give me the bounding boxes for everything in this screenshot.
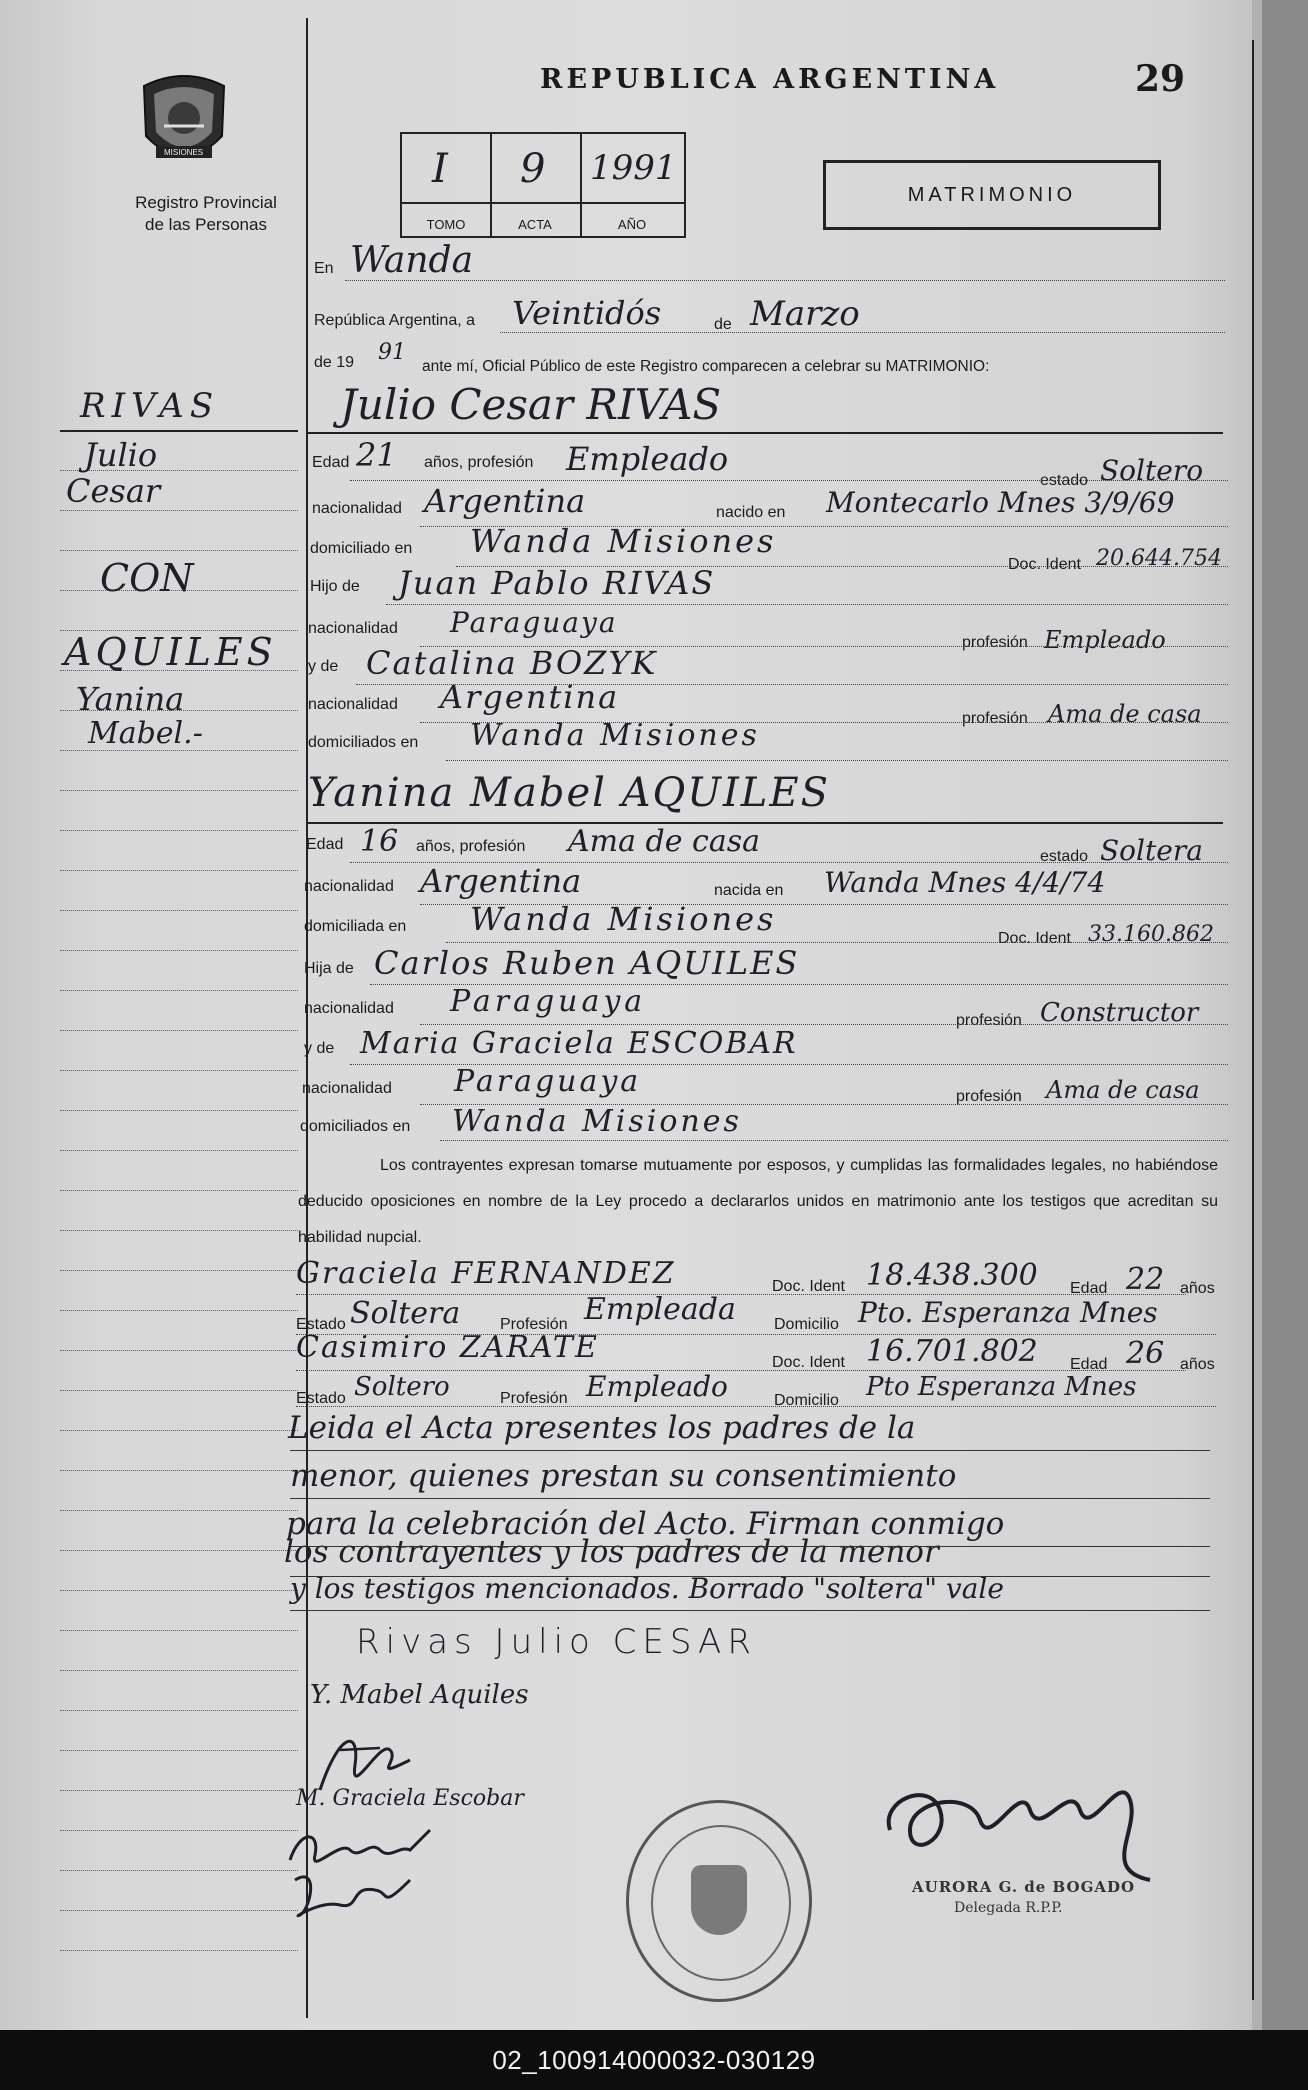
margin-middle-name: Cesar <box>66 472 161 510</box>
witness-2-name: Casimiro ZARATE <box>296 1330 599 1365</box>
bride-parents-dom: Wanda Misiones <box>452 1104 742 1139</box>
witness-2-dom: Pto Esperanza Mnes <box>866 1372 1137 1402</box>
bride-profesion-label: años, profesión <box>416 838 526 855</box>
groom-name-rule <box>308 432 1223 434</box>
registration-box <box>400 132 686 238</box>
groom-dom-label: domiciliado en <box>310 540 413 557</box>
witness-2-edad-label: Edad <box>1070 1356 1108 1373</box>
groom-profesion: Empleado <box>566 440 729 478</box>
groom-father-prof-label: profesión <box>962 634 1028 651</box>
groom-father-nac: Paraguaya <box>450 606 618 639</box>
year-value: 91 <box>378 340 406 365</box>
witness-1-edad: 22 <box>1126 1262 1165 1297</box>
groom-father-prof: Empleado <box>1044 626 1166 654</box>
republica-label: República Argentina, a <box>314 312 475 329</box>
note-line-5: y los testigos mencionados. Borrado "soltera" vale <box>290 1572 1004 1605</box>
place-value: Wanda <box>350 240 474 281</box>
bride-profesion: Ama de casa <box>568 824 760 859</box>
witness-1-estado-label: Estado <box>296 1316 346 1333</box>
bride-estado: Soltera <box>1100 834 1203 867</box>
margin-bride-first: Yanina <box>76 680 185 718</box>
witness-1-dom-label: Domicilio <box>774 1316 839 1333</box>
groom-profesion-label: años, profesión <box>424 454 534 471</box>
acta-caption: ACTA <box>518 217 552 232</box>
bride-parents-dom-label: domiciliados en <box>300 1118 411 1135</box>
day-value: Veintidós <box>512 294 662 332</box>
groom-mother-prof: Ama de casa <box>1048 700 1202 728</box>
witness-2-doc-label: Doc. Ident <box>772 1354 845 1371</box>
image-id-footer: 02_100914000032-030129 <box>0 2030 1308 2090</box>
note-line-1: Leida el Acta presentes los padres de la <box>288 1410 916 1446</box>
witness-2-estado-label: Estado <box>296 1390 346 1407</box>
official-stamp-icon <box>626 1800 812 2002</box>
witness-2-estado: Soltero <box>354 1372 450 1402</box>
act-type-box: MATRIMONIO <box>823 160 1161 230</box>
witness-1-estado: Soltera <box>350 1296 461 1331</box>
en-label: En <box>314 260 334 277</box>
witness-1-dom: Pto. Esperanza Mnes <box>858 1296 1158 1329</box>
bride-doc-label: Doc. Ident <box>998 930 1071 947</box>
groom-mother-nac: Argentina <box>440 678 620 716</box>
witness-1-name: Graciela FERNANDEZ <box>296 1256 676 1291</box>
witness-1-doc: 18.438.300 <box>866 1258 1038 1293</box>
bride-estado-label: estado <box>1040 848 1089 865</box>
witness-2-signature-icon <box>280 1860 440 1930</box>
ano-cell <box>580 134 684 236</box>
bride-mother-prof: Ama de casa <box>1046 1076 1200 1104</box>
acta-cell <box>490 134 582 236</box>
margin-bride-middle: Mabel.- <box>88 716 203 751</box>
declaration-text: Los contrayentes expresan tomarse mutuamente por esposos, y cumplidas las formalidades legales, no habiéndose deducido oposiciones en nombre de la Ley procedo a declararlos unidos en matrimonio ante los testigos que acreditan su habilidad nupcial. <box>298 1157 1218 1246</box>
bride-domicilio: Wanda Misiones <box>470 900 777 938</box>
groom-domicilio: Wanda Misiones <box>470 522 777 560</box>
witness-2-doc: 16.701.802 <box>866 1334 1038 1369</box>
witness-2-line-2 <box>296 1406 1216 1407</box>
note-rule-1 <box>290 1450 1210 1451</box>
groom-yde-label: y de <box>308 658 339 675</box>
de19-label: de 19 <box>314 354 355 371</box>
official-title: Delegada R.P.P. <box>954 1900 1063 1916</box>
groom-mother-nac-label: nacionalidad <box>308 696 398 713</box>
note-line-3: para la celebración del Acto. Firman conmigo <box>286 1506 1005 1542</box>
groom-parents-dom: Wanda Misiones <box>470 718 760 753</box>
note-rule-2 <box>290 1498 1210 1499</box>
margin-bride-surname: AQUILES <box>64 630 277 674</box>
margin-con: CON <box>100 556 194 600</box>
mother-signature: M. Graciela Escobar <box>296 1786 524 1811</box>
groom-edad-line <box>350 480 1228 481</box>
month-value: Marzo <box>750 294 860 334</box>
margin-rule <box>306 18 308 2018</box>
groom-father-nac-label: nacionalidad <box>308 620 398 637</box>
witness-2-dom-label: Domicilio <box>774 1392 839 1409</box>
bride-dom-line <box>446 942 1228 943</box>
margin-surname: RIVAS <box>80 386 220 426</box>
bride-doc: 33.160.862 <box>1088 922 1214 947</box>
seal-caption: MISIONES <box>164 148 204 157</box>
country-title: REPUBLICA ARGENTINA <box>540 64 1000 95</box>
registry-line2: de las Personas <box>145 215 267 234</box>
note-rule-4 <box>290 1576 1210 1577</box>
bride-name-rule <box>308 822 1223 824</box>
bride-edad-label: Edad <box>306 836 344 853</box>
groom-nacido-label: nacido en <box>716 504 786 521</box>
acta-value: 9 <box>520 146 546 192</box>
registry-line1: Registro Provincial <box>135 193 277 212</box>
note-line-2: menor, quienes prestan su consentimiento <box>290 1458 957 1494</box>
bride-mother-prof-label: profesión <box>956 1088 1022 1105</box>
groom-father-line <box>386 604 1228 605</box>
bride-nacionalidad: Argentina <box>420 862 582 900</box>
groom-mother: Catalina BOZYK <box>366 644 658 682</box>
note-rule-5 <box>290 1610 1210 1611</box>
province-seal-icon <box>134 66 234 176</box>
bride-parents-dom-line <box>440 1140 1228 1141</box>
witness-2-line <box>296 1370 1186 1371</box>
bride-mother-nac-label: nacionalidad <box>302 1080 392 1097</box>
bride-signature: Y. Mabel Aquiles <box>310 1680 529 1710</box>
bride-father-nac-line <box>420 1024 1228 1025</box>
witness-1-doc-label: Doc. Ident <box>772 1278 845 1295</box>
page-edge-shadow <box>1262 0 1308 2030</box>
groom-edad: 21 <box>356 436 397 474</box>
bride-father-nac: Paraguaya <box>450 984 647 1019</box>
witness-1-line <box>296 1294 1186 1295</box>
registry-name <box>96 192 316 236</box>
note-rule-3 <box>290 1546 1210 1547</box>
groom-father: Juan Pablo RIVAS <box>398 564 716 602</box>
witness-2-prof: Empleado <box>586 1370 728 1403</box>
groom-edad-label: Edad <box>312 454 350 471</box>
de-label: de <box>714 316 732 333</box>
groom-estado-label: estado <box>1040 472 1089 489</box>
groom-name: Julio Cesar RIVAS <box>340 380 722 429</box>
groom-nacido: Montecarlo Mnes 3/9/69 <box>826 486 1175 519</box>
groom-doc: 20.644.754 <box>1096 546 1222 571</box>
groom-nacionalidad: Argentina <box>424 482 586 520</box>
witness-1-prof: Empleada <box>584 1292 736 1327</box>
groom-mother-prof-label: profesión <box>962 710 1028 727</box>
bride-hija-label: Hija de <box>304 960 354 977</box>
date-line <box>500 332 1225 333</box>
groom-nac-label: nacionalidad <box>312 500 402 517</box>
witness-2-prof-label: Profesión <box>500 1390 568 1407</box>
witness-2-anos-label: años <box>1180 1356 1215 1373</box>
note-line-4: los contrayentes y los padres de la menor <box>284 1534 939 1570</box>
tomo-value: I <box>432 146 448 192</box>
witness-2-edad: 26 <box>1126 1336 1165 1371</box>
bride-mother: Maria Graciela ESCOBAR <box>360 1026 798 1061</box>
groom-signature: Rivas Julio CESAR <box>356 1622 757 1662</box>
bride-dom-label: domiciliada en <box>304 918 407 935</box>
groom-parents-dom-label: domiciliados en <box>308 734 419 751</box>
bride-father: Carlos Ruben AQUILES <box>374 944 800 982</box>
bride-mother-nac: Paraguaya <box>454 1064 642 1099</box>
bride-yde-label: y de <box>304 1040 335 1057</box>
bride-father-nac-label: nacionalidad <box>304 1000 394 1017</box>
witness-1-anos-label: años <box>1180 1280 1215 1297</box>
bride-nacida: Wanda Mnes 4/4/74 <box>824 866 1106 899</box>
bride-father-prof-label: profesión <box>956 1012 1022 1029</box>
groom-doc-label: Doc. Ident <box>1008 556 1081 573</box>
place-line <box>345 280 1225 281</box>
page-number: 29 <box>1135 58 1186 100</box>
tomo-cell <box>402 134 492 236</box>
bride-edad: 16 <box>360 824 399 859</box>
groom-parents-dom-line <box>446 760 1228 761</box>
box-divider <box>402 202 684 204</box>
right-rule <box>1252 40 1254 2000</box>
bride-nac-label: nacionalidad <box>304 878 394 895</box>
groom-estado: Soltero <box>1100 454 1204 487</box>
tomo-caption: TOMO <box>426 217 466 232</box>
bride-father-prof: Constructor <box>1040 998 1199 1028</box>
groom-hijo-label: Hijo de <box>310 578 360 595</box>
margin-first-name: Julio <box>84 436 158 474</box>
official-name: AURORA G. de BOGADO <box>912 1878 1136 1896</box>
bride-nacida-label: nacida en <box>714 882 784 899</box>
ante-label: ante mí, Oficial Público de este Registro comparecen a celebrar su MATRIMONIO: <box>422 358 990 375</box>
witness-1-prof-label: Profesión <box>500 1316 568 1333</box>
ano-caption: AÑO <box>617 217 647 232</box>
bride-name: Yanina Mabel AQUILES <box>308 770 830 816</box>
witness-1-edad-label: Edad <box>1070 1280 1108 1297</box>
ano-value: 1991 <box>590 148 677 188</box>
